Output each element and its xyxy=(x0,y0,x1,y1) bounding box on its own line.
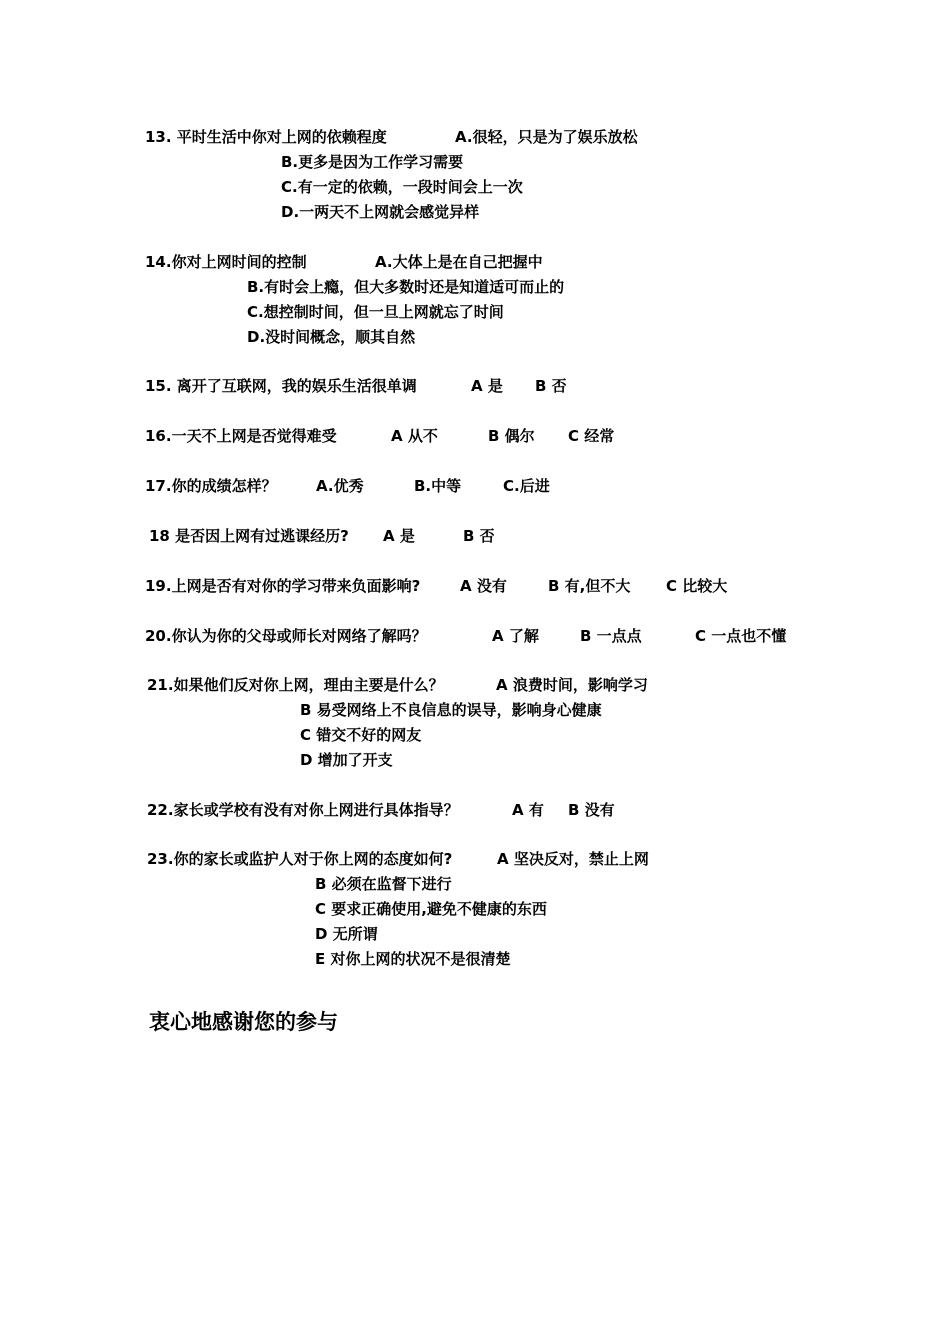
option-c: C.想控制时间，但一旦上网就忘了时间 xyxy=(247,303,504,321)
option-b: B 有,但不大 xyxy=(548,577,631,595)
option-b: B 否 xyxy=(463,527,495,545)
option-a: A 坚决反对，禁止上网 xyxy=(497,850,649,868)
option-a: A 了解 xyxy=(492,627,539,645)
question-text: 19.上网是否有对你的学习带来负面影响? xyxy=(145,577,421,595)
option-b: B.有时会上瘾，但大多数时还是知道适可而止的 xyxy=(247,278,565,296)
option-b: B 易受网络上不良信息的误导，影响身心健康 xyxy=(300,701,602,719)
option-a: A.优秀 xyxy=(316,477,364,495)
option-d: D.一两天不上网就会感觉异样 xyxy=(281,203,480,221)
question-text: 20.你认为你的父母或师长对网络了解吗？ xyxy=(145,627,427,645)
question-text: 22.家长或学校有没有对你上网进行具体指导？ xyxy=(147,801,459,819)
question-text: 15. 离开了互联网，我的娱乐生活很单调 xyxy=(145,377,417,395)
question-text: 16.一天不上网是否觉得难受 xyxy=(145,427,337,445)
option-e: E 对你上网的状况不是很清楚 xyxy=(315,950,511,968)
closing-thanks: 衷心地感谢您的参与 xyxy=(149,1010,338,1034)
option-a: A 有 xyxy=(512,801,544,819)
question-text: 14.你对上网时间的控制 xyxy=(145,253,307,271)
option-c: C 一点也不懂 xyxy=(695,627,787,645)
option-b: B 没有 xyxy=(568,801,615,819)
option-d: D 增加了开支 xyxy=(300,751,393,769)
question-text: 18 是否因上网有过逃课经历? xyxy=(149,527,349,545)
option-c: C 比较大 xyxy=(666,577,728,595)
option-d: D 无所谓 xyxy=(315,925,378,943)
option-b: B 偶尔 xyxy=(488,427,535,445)
option-a: A 没有 xyxy=(460,577,507,595)
option-b: B.更多是因为工作学习需要 xyxy=(281,153,464,171)
option-c: C 要求正确使用,避免不健康的东西 xyxy=(315,900,547,918)
option-c: C.后进 xyxy=(503,477,550,495)
option-c: C 错交不好的网友 xyxy=(300,726,422,744)
option-d: D.没时间概念，顺其自然 xyxy=(247,328,416,346)
option-a: A.大体上是在自己把握中 xyxy=(375,253,543,271)
question-text: 17.你的成绩怎样？ xyxy=(145,477,277,495)
option-a: A 是 xyxy=(471,377,503,395)
option-b: B.中等 xyxy=(414,477,462,495)
option-b: B 一点点 xyxy=(580,627,642,645)
option-a: A 从不 xyxy=(391,427,438,445)
question-text: 13. 平时生活中你对上网的依赖程度 xyxy=(145,128,387,146)
option-b: B 必须在监督下进行 xyxy=(315,875,452,893)
option-b: B 否 xyxy=(535,377,567,395)
option-a: A.很轻，只是为了娱乐放松 xyxy=(455,128,638,146)
option-a: A 是 xyxy=(383,527,415,545)
option-a: A 浪费时间，影响学习 xyxy=(496,676,648,694)
question-text: 23.你的家长或监护人对于你上网的态度如何? xyxy=(147,850,453,868)
question-text: 21.如果他们反对你上网，理由主要是什么？ xyxy=(147,676,444,694)
option-c: C.有一定的依赖，一段时间会上一次 xyxy=(281,178,523,196)
option-c: C 经常 xyxy=(568,427,615,445)
